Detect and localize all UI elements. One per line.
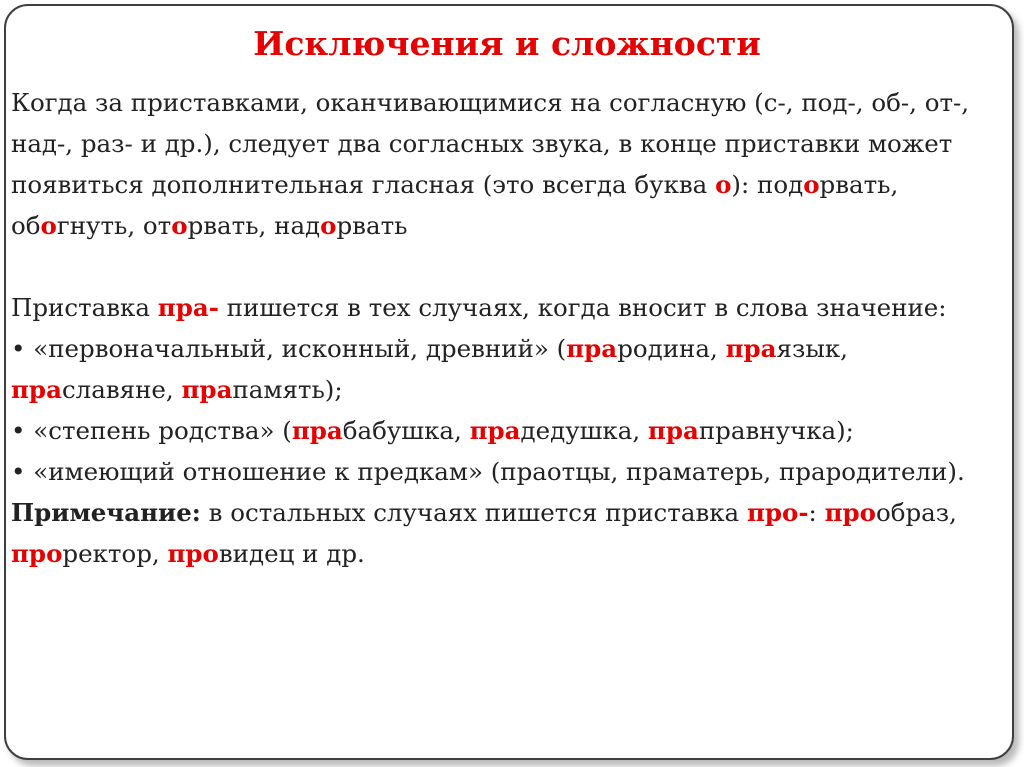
highlight-vowel: о: [171, 211, 188, 240]
highlight-vowel: о: [320, 211, 337, 240]
example-word-part: образ,: [875, 498, 957, 527]
highlight-prefix: пра: [469, 416, 521, 445]
example-word-part: память);: [232, 375, 343, 404]
bullet-text: • «первоначальный, исконный, древний» (: [11, 334, 567, 363]
paragraph-text: :: [808, 498, 825, 527]
paragraph-consonant-prefixes: [11, 82, 1001, 246]
example-word-part: рвать, над: [187, 211, 321, 240]
example-word-part: рвать, об: [11, 170, 899, 240]
paragraph-text: ): под: [731, 170, 804, 199]
example-word-part: гнуть, от: [56, 211, 172, 240]
highlight-prefix: про-: [746, 498, 809, 527]
slide-body: [11, 82, 1001, 574]
note-label: Примечание:: [11, 498, 201, 527]
slide-title: Исключения и сложности: [253, 24, 761, 63]
paragraph-text: пишется в тех случаях, когда вносит в слова значение:: [218, 293, 947, 322]
example-word-part: видец и др.: [218, 539, 365, 568]
example-word-part: родина,: [617, 334, 726, 363]
bullet-text: • «степень родства» (: [11, 416, 292, 445]
example-word-part: славяне,: [61, 375, 182, 404]
highlight-prefix: пра: [566, 334, 618, 363]
bullet-ancestors: [11, 451, 1001, 492]
paragraph-gap: [11, 246, 1001, 287]
paragraph-pra-prefix: [11, 287, 1001, 328]
highlight-vowel: о: [715, 170, 732, 199]
paragraph-text: в остальных случаях пишется приставка: [200, 498, 747, 527]
bullet-kinship-degree: [11, 410, 1001, 451]
example-word-part: правнучка);: [698, 416, 854, 445]
example-word-part: рвать: [336, 211, 408, 240]
highlight-prefix: про: [11, 539, 63, 568]
example-word-part: бабушка,: [342, 416, 470, 445]
highlight-vowel: о: [40, 211, 57, 240]
paragraph-text: Приставка: [11, 293, 158, 322]
highlight-prefix: пра: [725, 334, 777, 363]
highlight-prefix: про: [167, 539, 219, 568]
highlight-prefix: пра: [647, 416, 699, 445]
highlight-prefix: пра: [181, 375, 233, 404]
paragraph-text: Когда за приставками, оканчивающимися на согласную (с-, под-, об-, от-, над-, раз- и др.), следует два согласных звука, в конце приставки может появиться дополнительная гласная (это всегда буква: [11, 88, 970, 199]
highlight-vowel: о: [803, 170, 820, 199]
highlight-prefix: пра: [11, 375, 62, 404]
example-word-part: язык,: [776, 334, 848, 363]
bullet-text: • «имеющий отношение к предкам» (праотцы, праматерь, прародители).: [11, 457, 965, 486]
example-word-part: дедушка,: [520, 416, 648, 445]
example-word-part: ректор,: [62, 539, 168, 568]
highlight-prefix: пра: [291, 416, 343, 445]
bullet-original-meaning: [11, 328, 1001, 410]
highlight-prefix: пра-: [157, 293, 219, 322]
note-paragraph: [11, 492, 1001, 574]
highlight-prefix: про: [824, 498, 876, 527]
